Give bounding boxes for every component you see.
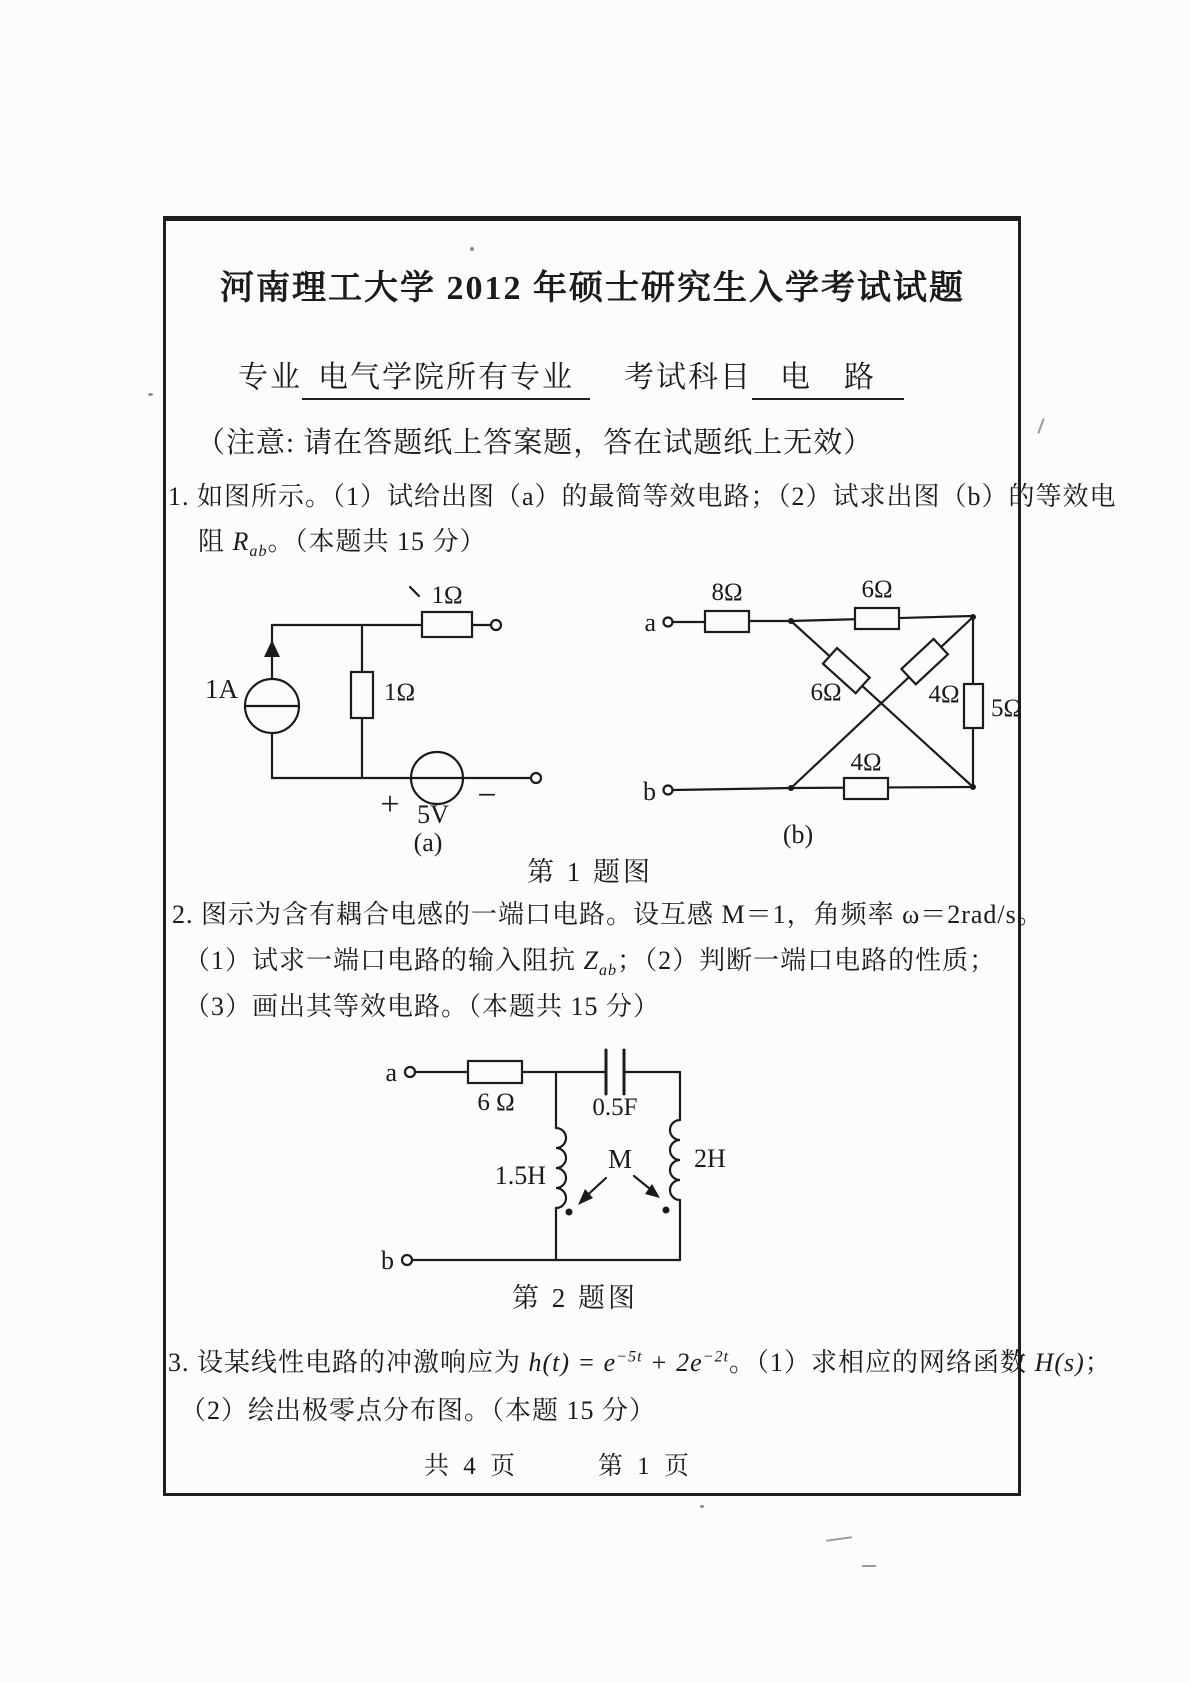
- q3-exponent2: −2t: [702, 1348, 730, 1366]
- q1-rab-subscript: ab: [249, 543, 268, 561]
- terminal-open-top: [491, 620, 501, 630]
- label-voltage-source: 5V: [417, 800, 449, 829]
- label-current-source: 1A: [205, 674, 238, 704]
- q3-line1-mid: 。（1）求相应的网络函数: [729, 1348, 1035, 1377]
- scan-speck: [1037, 418, 1044, 434]
- major-subject-row: [238, 352, 904, 400]
- label-r-8: 8Ω: [711, 579, 743, 606]
- q1-line1: 1. 如图所示。（1）试给出图（a）的最简等效电路；（2）试求出图（b）的等效电: [168, 482, 1117, 511]
- label-minus: −: [477, 777, 497, 814]
- resistor-4ohm-diagonal: [901, 639, 948, 684]
- q2-line2-post: ；（2）判断一端口电路的性质；: [617, 946, 997, 975]
- scan-mark: [410, 587, 419, 596]
- figure1-circuit-b: [630, 560, 1030, 860]
- terminal-a: [664, 618, 673, 627]
- node: [788, 785, 794, 791]
- figure2-circuit: [370, 1040, 730, 1280]
- figure1-caption: 第 1 题图: [527, 857, 653, 887]
- notice-line: （注意: 请在答题纸上答案题，答在试题纸上无效）: [196, 427, 874, 459]
- terminal-b: [402, 1255, 412, 1265]
- label-r-mid: 1Ω: [384, 679, 416, 706]
- polarity-dot-left: [566, 1209, 573, 1216]
- label-mutual-inductance: M: [607, 1144, 633, 1174]
- resistor-4ohm-bottom: [844, 778, 888, 799]
- subject-label: 考试科目: [624, 361, 752, 394]
- q2-line3: （3）画出其等效电路。（本题共 15 分）: [184, 992, 661, 1021]
- resistor-1ohm-mid: [351, 672, 373, 718]
- scan-speck: [826, 1536, 852, 1542]
- major-label: 专业: [238, 361, 302, 394]
- current-arrow-up: [264, 640, 280, 657]
- q1-rab-symbol: R: [232, 527, 250, 556]
- scan-speck: [470, 247, 474, 251]
- caption-subfigure-b: (b): [782, 820, 814, 849]
- circuit2-wires: [412, 1072, 680, 1260]
- q3-line1-pre: 3. 设某线性电路的冲激响应为: [168, 1348, 529, 1377]
- label-terminal-b: b: [643, 777, 656, 806]
- terminal-open-bottom: [531, 773, 541, 783]
- scan-speck: [862, 1565, 876, 1567]
- label-r-4-bottom: 4Ω: [850, 749, 882, 776]
- footer-current-page: 第 1 页: [598, 1453, 694, 1480]
- label-r-top: 1Ω: [431, 582, 463, 609]
- figure1-circuit-a: [200, 570, 560, 870]
- q2-zab-subscript: ab: [598, 962, 618, 980]
- q2-line2: [184, 940, 997, 980]
- wire-bottom: [673, 787, 973, 790]
- resistor-6ohm: [468, 1061, 522, 1083]
- resistor-5ohm-right: [964, 684, 983, 728]
- q3-impulse-response: h(t) = e: [528, 1348, 617, 1377]
- q2-line1: 2. 图示为含有耦合电感的一端口电路。设互感 M＝1，角频率 ω＝2rad/s。: [172, 900, 1044, 929]
- inductor-right-coil: [670, 1120, 680, 1200]
- footer-total-pages: 共 4 页: [424, 1453, 520, 1480]
- node: [788, 618, 794, 624]
- subject-value: 电 路: [752, 352, 904, 400]
- resistor-1ohm-top: [422, 612, 472, 637]
- inductor-left-coil: [556, 1128, 566, 1208]
- label-inductor-right: 2H: [694, 1144, 726, 1173]
- q3-formula-mid: + 2e: [642, 1348, 703, 1377]
- label-inductor-left: 1.5H: [494, 1161, 546, 1190]
- q3-line1-end: ；: [1084, 1348, 1112, 1377]
- label-r-4-diag: 4Ω: [928, 681, 960, 708]
- label-terminal-a: a: [644, 608, 656, 637]
- q1-line2-post: 。（本题共 15 分）: [267, 527, 487, 556]
- label-terminal-b: b: [381, 1246, 394, 1275]
- resistor-8ohm: [705, 611, 749, 632]
- q3-line1: [168, 1342, 1112, 1379]
- label-r-6-top: 6Ω: [861, 576, 893, 603]
- q1-line2: [198, 521, 487, 561]
- major-value: 电气学院所有专业: [302, 352, 590, 400]
- q3-exponent1: −5t: [616, 1348, 643, 1366]
- exam-title: 河南理工大学 2012 年硕士研究生入学考试试题: [220, 270, 965, 307]
- q3-network-function: H(s): [1034, 1348, 1085, 1377]
- label-resistor: 6 Ω: [477, 1089, 515, 1116]
- node: [970, 784, 976, 790]
- label-r-5: 5Ω: [991, 695, 1023, 722]
- polarity-dot-right: [663, 1207, 670, 1214]
- q3-line2: （2）绘出极零点分布图。（本题 15 分）: [180, 1396, 657, 1425]
- label-terminal-a: a: [385, 1058, 397, 1087]
- resistor-6ohm-top: [855, 608, 899, 629]
- label-plus: +: [380, 786, 400, 823]
- node: [970, 614, 976, 620]
- q2-zab-symbol: Z: [583, 946, 599, 975]
- terminal-a: [405, 1067, 415, 1077]
- label-r-6-diag: 6Ω: [810, 679, 842, 706]
- scan-speck: [148, 393, 153, 396]
- scan-speck: [700, 1505, 704, 1508]
- q1-line2-pre: 阻: [198, 527, 233, 556]
- figure2-caption: 第 2 题图: [512, 1283, 638, 1313]
- terminal-b: [664, 786, 673, 795]
- q2-line2-pre: （1）试求一端口电路的输入阻抗: [184, 946, 584, 975]
- label-capacitor: 0.5F: [592, 1094, 638, 1121]
- caption-subfigure-a: (a): [413, 828, 443, 857]
